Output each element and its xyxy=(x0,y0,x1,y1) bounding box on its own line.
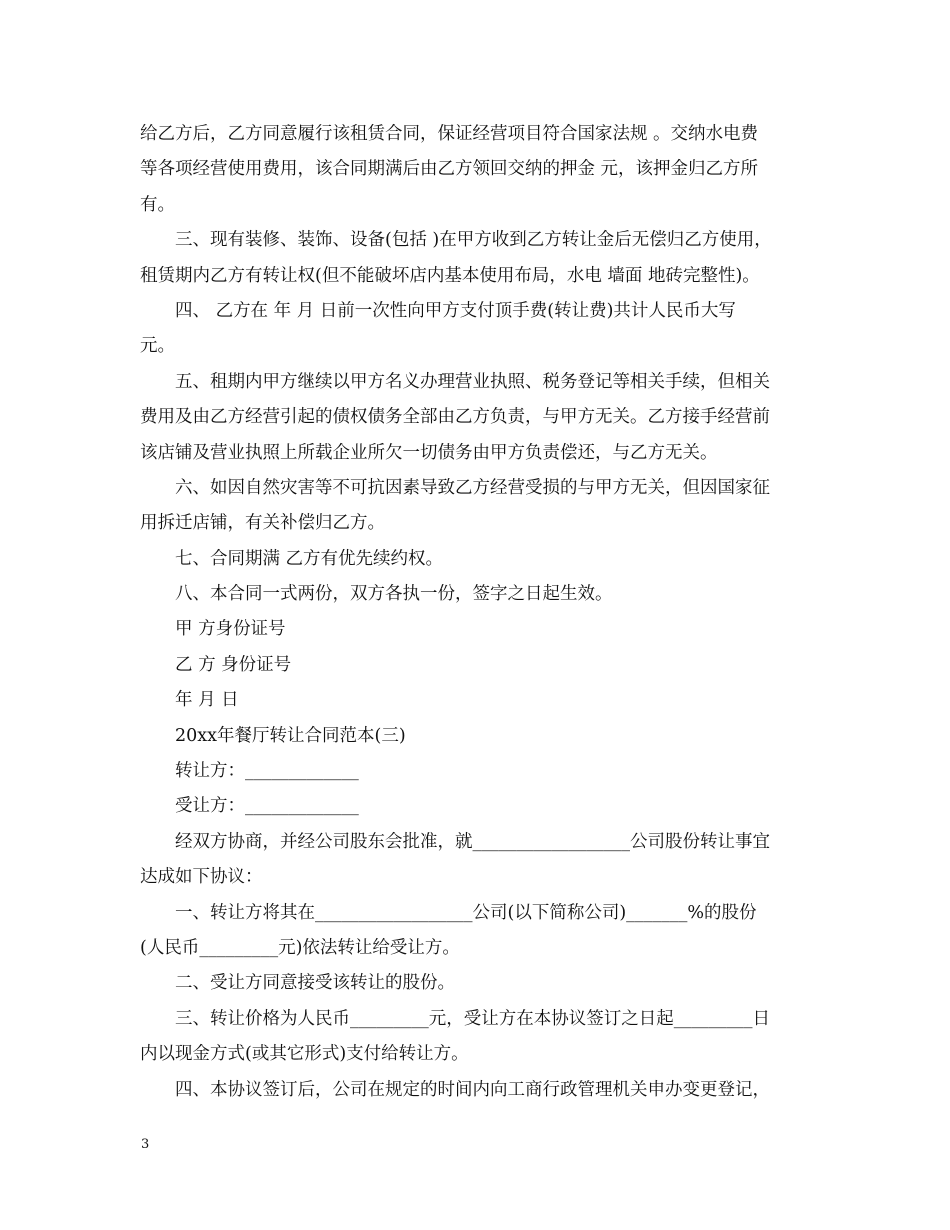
text-line: 20xx年餐厅转让合同范本(三) xyxy=(175,725,406,746)
text-line: 等各项经营使用费用，该合同期满后由乙方领回交纳的押金 元，该押金归乙方所 xyxy=(140,159,759,180)
text-line: 费用及由乙方经营引起的债权债务全部由乙方负责，与甲方无关。乙方接手经营前 xyxy=(140,407,770,428)
text-line: 有。 xyxy=(140,194,175,215)
text-line: 甲 方身份证号 xyxy=(175,619,286,640)
text-line: 一、转让方将其在__________________公司(以下简称公司)_______%的股份 xyxy=(175,902,757,923)
page-number: 3 xyxy=(141,1137,150,1152)
text-line: 二、受让方同意接受该转让的股份。 xyxy=(175,973,455,994)
text-line: 七、合同期满 乙方有优先续约权。 xyxy=(175,548,444,569)
text-line: 元。 xyxy=(140,336,175,357)
text-line: 乙 方 身份证号 xyxy=(175,654,292,675)
text-line: 达成如下协议： xyxy=(140,867,263,888)
text-line: 四、本协议签订后，公司在规定的时间内向工商行政管理机关申办变更登记， xyxy=(175,1079,770,1100)
text-line: 三、转让价格为人民币_________元，受让方在本协议签订之日起_________日 xyxy=(175,1008,770,1029)
text-line: 年 月 日 xyxy=(175,690,239,711)
text-line: 给乙方后，乙方同意履行该租赁合同，保证经营项目符合国家法规 。交纳水电费 xyxy=(140,124,759,144)
text-line: 转让方：_____________ xyxy=(175,761,359,782)
text-line: 三、现有装修、装饰、设备(包括 )在甲方收到乙方转让金后无偿归乙方使用， xyxy=(175,230,772,251)
text-line: 六、如因自然灾害等不可抗因素导致乙方经营受损的与甲方无关，但因国家征 xyxy=(175,477,770,498)
text-line: 内以现金方式(或其它形式)支付给转让方。 xyxy=(140,1044,469,1065)
text-line: 四、 乙方在 年 月 日前一次性向甲方支付顶手费(转让费)共计人民币大写 xyxy=(175,300,736,321)
text-line: 该店铺及营业执照上所载企业所欠一切债务由甲方负责偿还，与乙方无关。 xyxy=(140,442,718,463)
text-line: (人民币_________元)依法转让给受让方。 xyxy=(140,937,460,958)
text-line: 受让方：_____________ xyxy=(175,796,359,817)
document-body xyxy=(140,117,812,1108)
text-line: 经双方协商，并经公司股东会批准，就__________________公司股份转让事宜 xyxy=(175,831,770,852)
text-line: 租赁期内乙方有转让权(但不能破坏店内基本使用布局，水电 墙面 地砖完整性)。 xyxy=(140,265,760,286)
text-line: 八、本合同一式两份，双方各执一份，签字之日起生效。 xyxy=(175,584,613,605)
text-line: 五、租期内甲方继续以甲方名义办理营业执照、税务登记等相关手续，但相关 xyxy=(175,371,770,392)
text-line: 用拆迁店铺，有关补偿归乙方。 xyxy=(140,513,385,534)
